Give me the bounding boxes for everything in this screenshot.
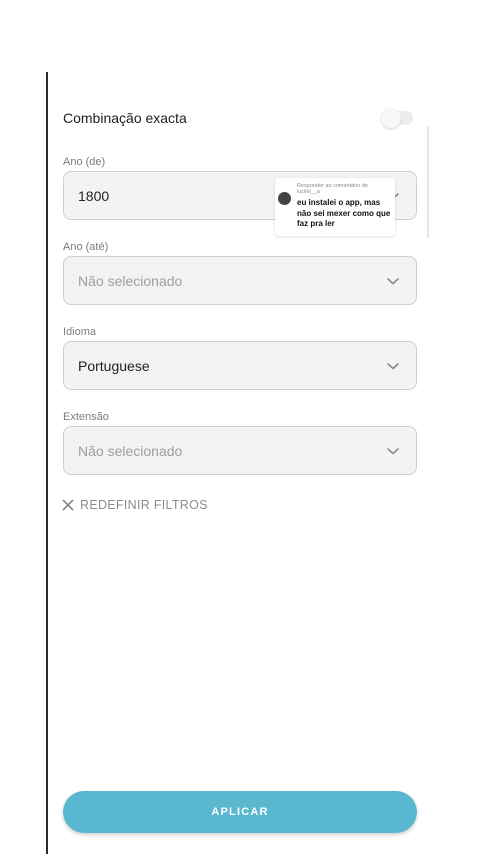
left-divider <box>46 72 48 854</box>
chevron-down-icon <box>386 361 400 371</box>
language-value: Portuguese <box>78 357 150 374</box>
comment-message: eu instalei o app, mas não sei mexer como que faz pra ler <box>297 198 391 228</box>
length-field[interactable] <box>63 426 417 475</box>
chevron-down-icon <box>386 446 400 456</box>
avatar <box>278 192 291 205</box>
comment-reply-overlay <box>275 178 395 236</box>
toggle-knob <box>381 108 401 128</box>
exact-match-label: Combinação exacta <box>63 110 187 126</box>
year-to-value: Não selecionado <box>78 272 183 289</box>
chevron-down-icon <box>386 276 400 286</box>
scrollbar[interactable] <box>427 126 429 238</box>
language-label: Idioma <box>63 326 97 338</box>
year-from-value: 1800 <box>78 187 110 204</box>
length-label: Extensão <box>63 411 109 423</box>
reset-filters-label: REDEFINIR FILTROS <box>80 498 208 512</box>
reply-username: lucilei__a <box>297 189 320 195</box>
exact-match-toggle[interactable] <box>381 111 413 125</box>
language-field[interactable] <box>63 341 417 390</box>
apply-button[interactable]: APLICAR <box>63 791 417 833</box>
year-to-field[interactable] <box>63 256 417 305</box>
length-value: Não selecionado <box>78 442 183 459</box>
reply-to-label: Responder ao comentário de <box>297 183 368 189</box>
close-icon <box>62 499 74 511</box>
reset-filters-button[interactable] <box>62 498 208 512</box>
exact-match-row <box>63 106 413 130</box>
year-from-label: Ano (de) <box>63 156 106 168</box>
year-to-label: Ano (até) <box>63 241 109 253</box>
